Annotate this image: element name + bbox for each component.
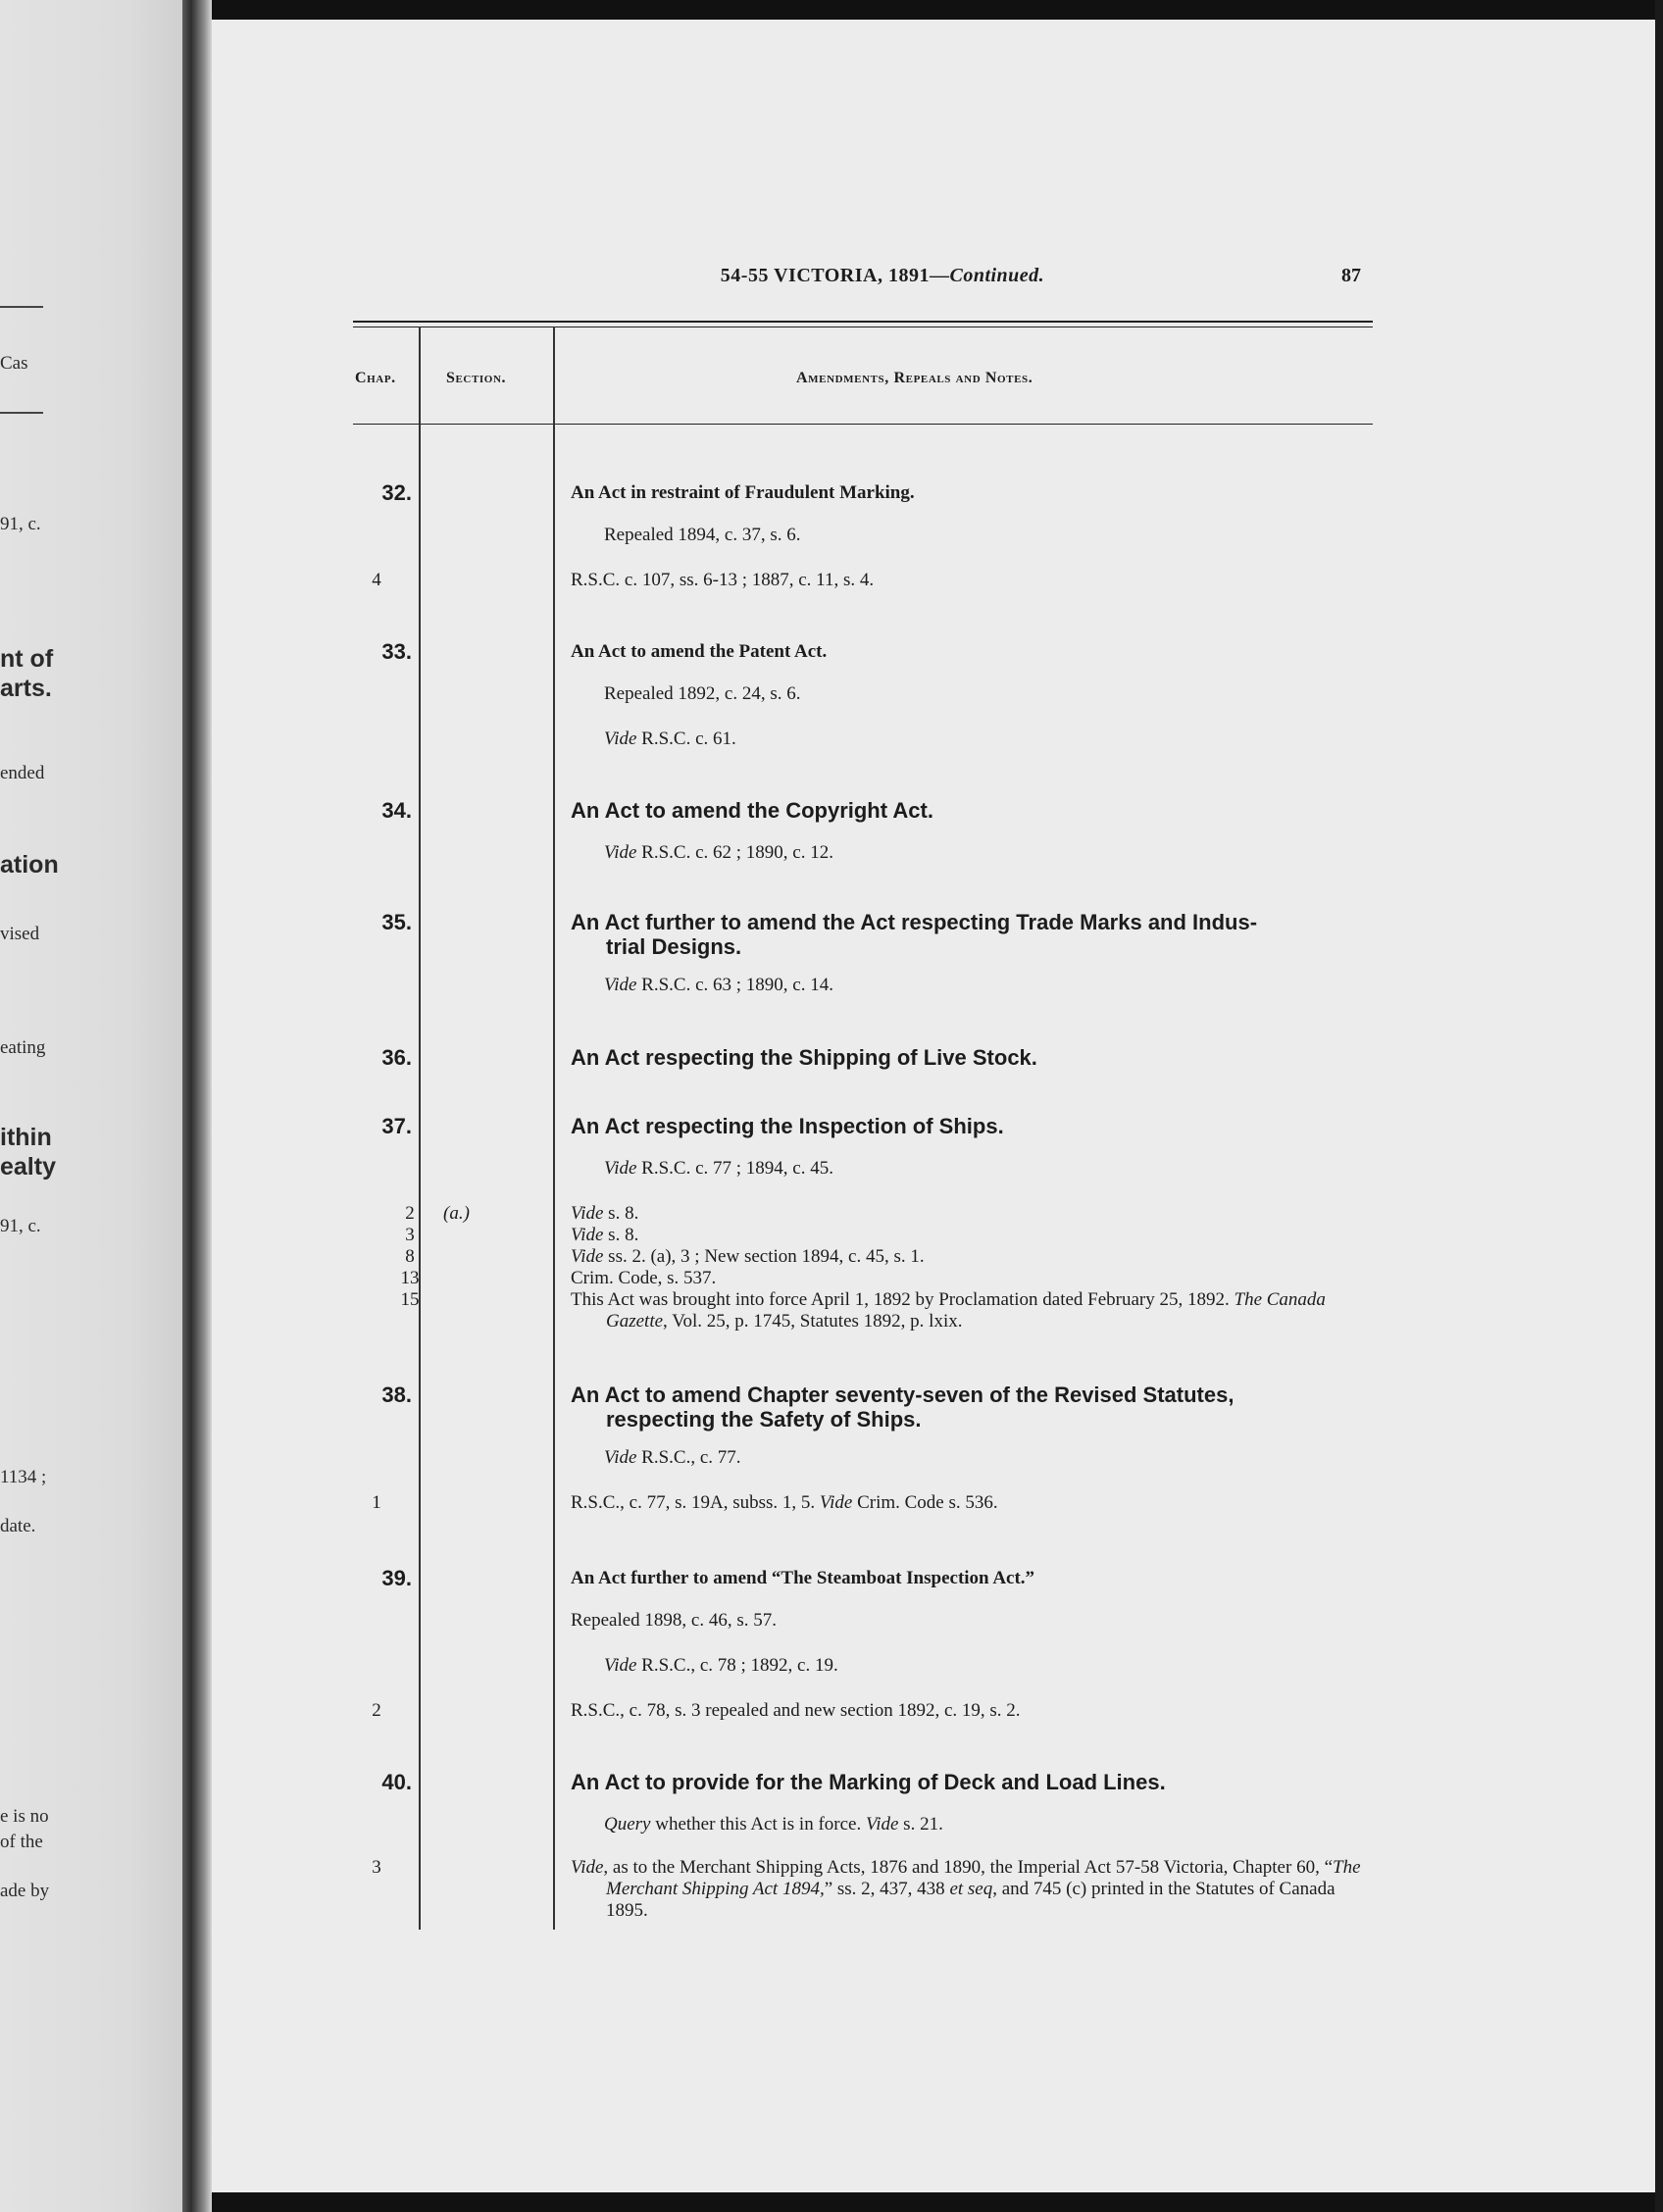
book-gutter — [182, 0, 212, 2212]
note — [604, 1814, 1377, 1835]
note — [604, 1655, 1377, 1677]
act-title-line: An Act to amend Chapter seventy-seven of the Revised Statutes, — [571, 1382, 1235, 1407]
note: Repealed 1892, c. 24, s. 6. — [604, 683, 801, 704]
note — [372, 1700, 1377, 1722]
chapter-number: 35. — [381, 910, 412, 934]
act-title: An Act to amend the Copyright Act. — [571, 798, 933, 823]
chapter-number: 37. — [381, 1114, 412, 1138]
section-row — [405, 1203, 1377, 1225]
section-number: 2 — [372, 1700, 381, 1721]
chapter-number: 34. — [381, 798, 412, 823]
section-row — [400, 1289, 1377, 1332]
act-entry-34 — [351, 798, 1377, 864]
act-entry-32 — [351, 480, 1377, 591]
note-text: R.S.C. c. 63 ; 1890, c. 14. — [636, 975, 833, 995]
facing-fragment: vised — [0, 924, 40, 944]
act-entry-33 — [351, 639, 1377, 750]
chapter-number: 32. — [381, 480, 412, 505]
vide-label: Vide — [604, 1158, 637, 1179]
section-number: 3 — [372, 1857, 381, 1878]
running-head — [677, 265, 1088, 287]
section-row — [405, 1246, 1377, 1268]
vide-label: Vide — [571, 1246, 604, 1267]
facing-page — [0, 0, 182, 2212]
facing-fragment: ealty — [0, 1153, 56, 1181]
act-entry-36 — [351, 1045, 1377, 1070]
note-text: R.S.C. c. 77 ; 1894, c. 45. — [636, 1158, 833, 1179]
note-text: ” ss. 2, 437, 438 — [824, 1879, 950, 1899]
running-head-continued: Continued. — [949, 265, 1045, 286]
vide-label: Vide — [571, 1225, 604, 1245]
note-text: R.S.C., c. 77. — [636, 1447, 741, 1468]
chapter-number: 40. — [381, 1770, 412, 1794]
column-header-chap: Chap. — [355, 370, 396, 386]
chapter-number: 33. — [381, 639, 412, 664]
facing-fragment: ithin — [0, 1124, 52, 1151]
header-bottom-rule — [353, 424, 1373, 425]
note-text: ss. 2. (a), 3 ; New section 1894, c. 45, s. 1. — [603, 1246, 925, 1267]
facing-fragment: nt of — [0, 645, 54, 673]
note-text: , Vol. 25, p. 1745, Statutes 1892, p. lxix. — [663, 1311, 963, 1332]
note-text: R.S.C. c. 62 ; 1890, c. 12. — [636, 842, 833, 863]
note — [604, 842, 1377, 864]
act-title-line: An Act further to amend the Act respecting Trade Marks and Indus- — [571, 910, 1258, 934]
act-title — [571, 910, 1377, 959]
section-number: 1 — [372, 1492, 381, 1513]
note-text: This Act was brought into force April 1, 1892 by Proclamation dated February 25, 1892. — [571, 1289, 1235, 1310]
note: Repealed 1894, c. 37, s. 6. — [604, 525, 801, 545]
act-title: An Act respecting the Shipping of Live Stock. — [571, 1045, 1037, 1070]
column-header-notes: Amendments, Repeals and Notes. — [796, 370, 1033, 386]
section-row — [405, 1225, 1377, 1246]
running-head-text: 54-55 VICTORIA, 1891— — [720, 265, 950, 286]
section-number: 8 — [405, 1246, 415, 1267]
note-text: Crim. Code s. 536. — [852, 1492, 998, 1513]
facing-fragment: ended — [0, 763, 45, 783]
section-row — [400, 1268, 1377, 1289]
facing-fragment: ation — [0, 851, 59, 879]
section-number: 15 — [400, 1289, 420, 1310]
subsection-label: (a.) — [443, 1203, 470, 1224]
note-text: , as to the Merchant Shipping Acts, 1876 and 1890, the Imperial Act 57-58 Victoria, Chapter 60, “ — [603, 1857, 1334, 1878]
section-number: 4 — [372, 570, 381, 590]
scan-top-edge — [0, 0, 1663, 20]
act-title: An Act to amend the Patent Act. — [571, 641, 828, 662]
act-title-continuation: respecting the Safety of Ships. — [606, 1407, 922, 1432]
act-title: An Act in restraint of Fraudulent Marking. — [571, 482, 915, 503]
vide-label: Vide — [604, 1655, 637, 1676]
note-text: Crim. Code, s. 537. — [571, 1268, 717, 1288]
note — [604, 1158, 1377, 1180]
scan-bottom-edge — [0, 2192, 1663, 2212]
gazette-title: The Canada Gazette — [606, 1289, 1326, 1332]
note — [372, 1857, 1377, 1922]
note-text: R.S.C. c. 61. — [636, 729, 736, 749]
page-number: 87 — [1341, 265, 1361, 286]
facing-fragment: of the — [0, 1832, 43, 1852]
vide-label: Vide — [604, 842, 637, 863]
act-title: An Act further to amend “The Steamboat Inspection Act.” — [571, 1568, 1035, 1588]
note: Repealed 1898, c. 46, s. 57. — [571, 1610, 778, 1631]
act-title: An Act respecting the Inspection of Ships. — [571, 1114, 1004, 1138]
act-title-continuation: trial Designs. — [606, 934, 742, 959]
facing-fragment: ade by — [0, 1881, 50, 1901]
vide-label: Vide — [571, 1857, 604, 1878]
section-number: 2 — [405, 1203, 415, 1224]
facing-fragment: 91, c. — [0, 1216, 41, 1236]
note-text: , and 745 (c) printed in the Statutes of Canada 1895. — [606, 1879, 1335, 1921]
facing-page-rule — [0, 306, 43, 308]
chapter-number: 39. — [381, 1566, 412, 1590]
facing-fragment: e is no — [0, 1806, 49, 1827]
facing-fragment: date. — [0, 1516, 36, 1536]
note — [604, 975, 1377, 996]
vide-label: Vide — [819, 1492, 853, 1513]
facing-fragment: Cas — [0, 353, 28, 374]
column-header-section: Section. — [446, 370, 507, 386]
act-entry-38 — [351, 1382, 1377, 1514]
note-text: whether this Act is in force. — [650, 1814, 866, 1835]
note — [372, 570, 1377, 591]
note-text: R.S.C., c. 78, s. 3 repealed and new section 1892, c. 19, s. 2. — [571, 1700, 1021, 1721]
vide-label: Vide — [866, 1814, 899, 1835]
section-number: 13 — [400, 1268, 420, 1288]
vide-label: Vide — [604, 975, 637, 995]
act-entry-35 — [351, 910, 1377, 996]
note-text: s. 21. — [898, 1814, 943, 1835]
et-seq: et seq — [949, 1879, 993, 1899]
facing-fragment: arts. — [0, 675, 52, 702]
chapter-number: 36. — [381, 1045, 412, 1070]
act-title: An Act to provide for the Marking of Deck and Load Lines. — [571, 1770, 1166, 1794]
note-text: R.S.C., c. 77, s. 19A, subss. 1, 5. — [571, 1492, 820, 1513]
section-rows — [351, 1203, 1377, 1332]
note-text: R.S.C. c. 107, ss. 6-13 ; 1887, c. 11, s. 4. — [571, 570, 875, 590]
act-short-title: The Merchant Shipping Act 1894, — [606, 1857, 1361, 1899]
section-number: 3 — [405, 1225, 415, 1245]
scan-right-edge — [1655, 0, 1663, 2212]
facing-fragment: 1134 ; — [0, 1467, 47, 1487]
facing-page-rule — [0, 412, 43, 414]
vide-label: Vide — [604, 1447, 637, 1468]
act-entry-37 — [351, 1114, 1377, 1332]
table-top-rule — [353, 321, 1373, 323]
chapter-number: 38. — [381, 1382, 412, 1407]
act-entry-39 — [351, 1566, 1377, 1722]
act-title — [571, 1382, 1377, 1432]
vide-label: Vide — [604, 729, 637, 749]
query-label: Query — [604, 1814, 651, 1835]
vide-label: Vide — [571, 1203, 604, 1224]
note-text: s. 8. — [603, 1203, 639, 1224]
act-entry-40 — [351, 1770, 1377, 1922]
facing-fragment: 91, c. — [0, 514, 41, 534]
note — [372, 1492, 1377, 1514]
note-text: s. 8. — [603, 1225, 639, 1245]
note-text: R.S.C., c. 78 ; 1892, c. 19. — [636, 1655, 838, 1676]
note — [604, 1447, 1377, 1469]
facing-fragment: eating — [0, 1037, 46, 1058]
note — [604, 729, 1377, 750]
